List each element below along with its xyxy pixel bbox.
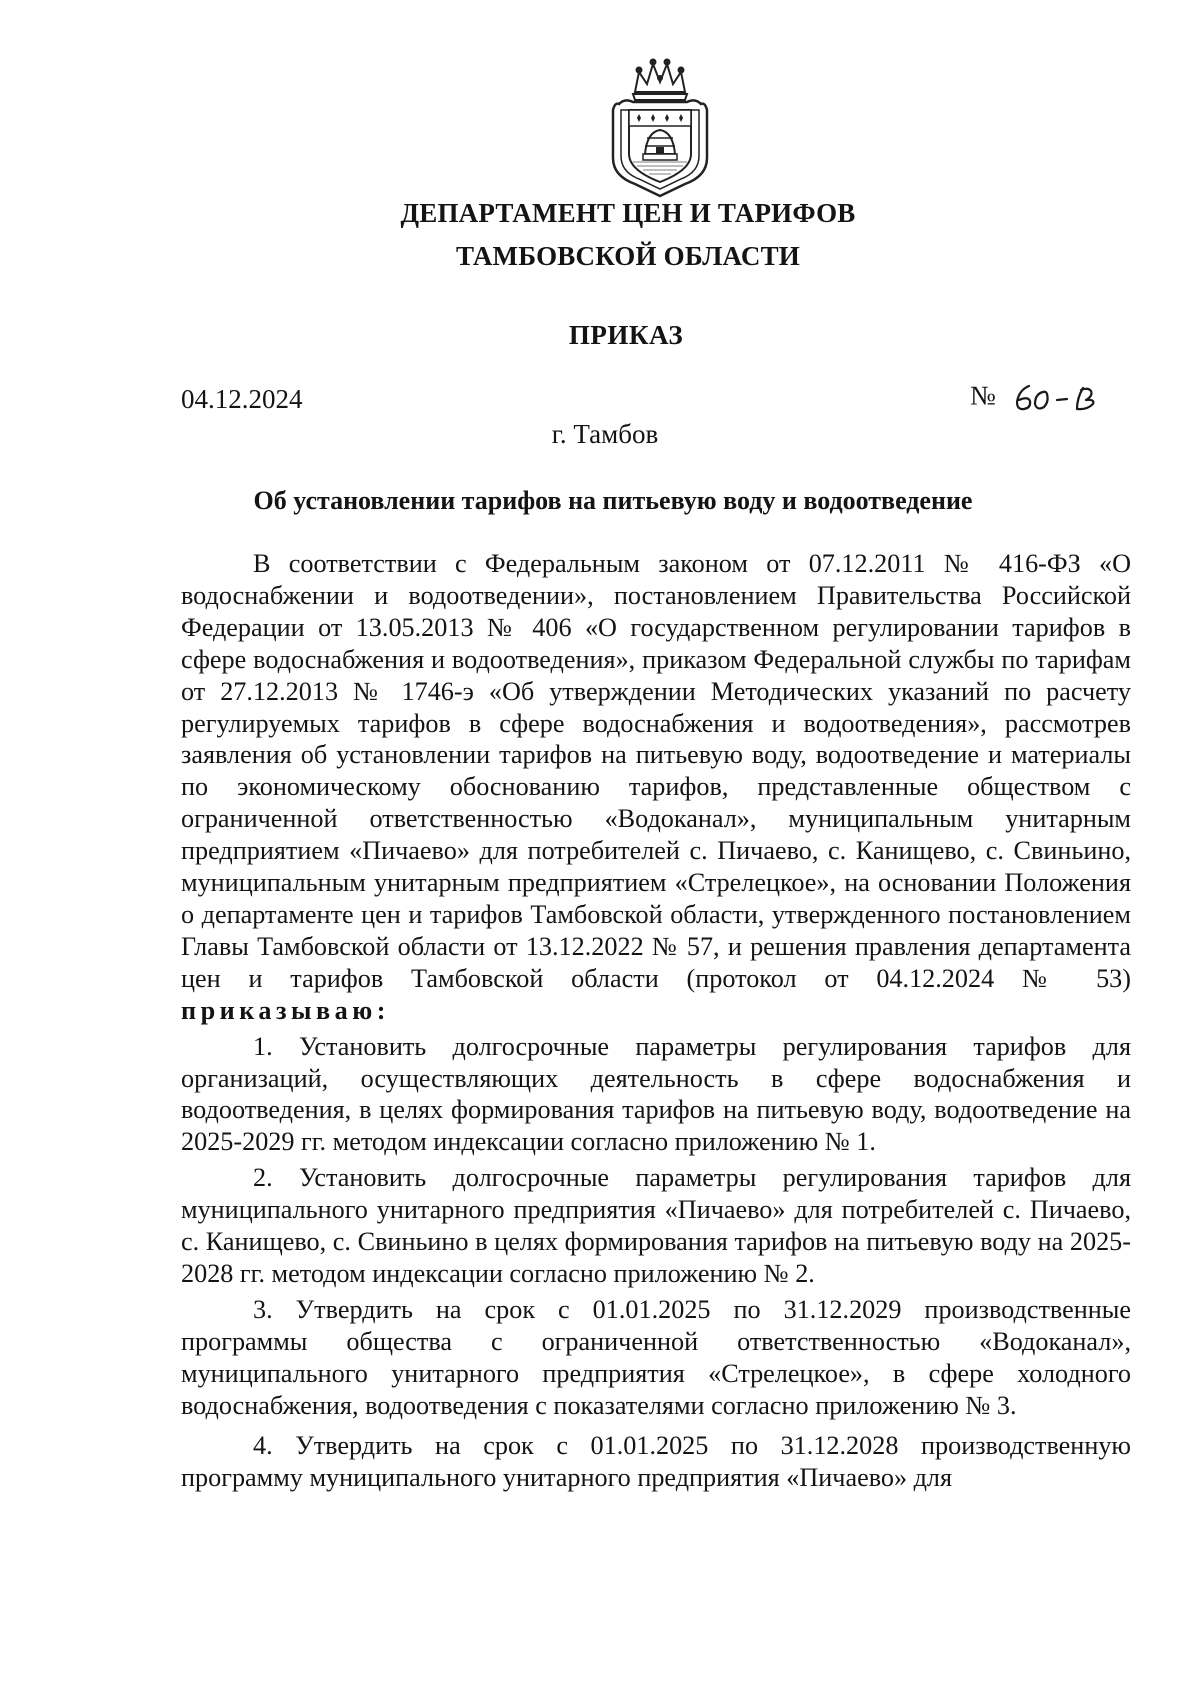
order-word: приказываю: (181, 995, 390, 1025)
order-body (181, 548, 1131, 1494)
coat-of-arms-icon (605, 58, 715, 198)
order-item-1: 1. Установить долгосрочные параметры регулирования тарифов для организаций, осуществляющих деятельность в сфере водоснабжения и водоотведения, в целях формирования тарифов на питьевую воду, водоотведение на 2025-2029 гг. методом индексации согласно приложению № 1. (181, 1031, 1131, 1157)
preamble-text: В соответствии с Федеральным законом от 07.12.2011 № 416-ФЗ «О водоснабжении и водоотведении», постановлением Правительства Российской Федерации от 13.05.2013 № 406 «О государственном регулировании тарифов в сфере водоснабжения и водоотведения», приказом Федеральной службы по тарифам от 27.12.2013 № 1746-э «Об утверждении Методических указаний по расчету регулируемых тарифов в сфере водоснабжения и водоотведения», рассмотрев заявления об установлении тарифов на питьевую воду, водоотведение и материалы по экономическому обоснованию тарифов, представленные обществом с ограниченной ответственностью «Водоканал», муниципальным унитарным предприятием «Пичаево» для потребителей с. Пичаево, с. Канищево, с. Свиньино, муниципальным унитарным предприятием «Стрелецкое», на основании Положения о департаменте цен и тарифов Тамбовской области, утвержденного постановлением Главы Тамбовской области от 13.12.2022 № 57, и решения правления департамента цен и тарифов Тамбовской области (протокол от 04.12.2024 № 53) (181, 549, 1131, 993)
order-number (970, 378, 1111, 414)
number-sign: № (970, 380, 996, 411)
department-name-line1: ДЕПАРТАМЕНТ ЦЕН И ТАРИФОВ (400, 198, 856, 228)
city-name: г. Тамбов (551, 419, 659, 449)
document-type-title: ПРИКАЗ (568, 320, 684, 350)
order-item-4: 4. Утвердить на срок с 01.01.2025 по 31.12.2028 производственную программу муниципального унитарного предприятия «Пичаево» для (181, 1431, 1131, 1493)
order-date: 04.12.2024 (181, 384, 303, 414)
handwritten-order-number (1011, 378, 1111, 414)
department-name-line2: ТАМБОВСКОЙ ОБЛАСТИ (455, 241, 801, 271)
order-subject: Об установлении тарифов на питьевую воду и водоотведение (253, 486, 973, 515)
order-item-2: 2. Установить долгосрочные параметры регулирования тарифов для муниципального унитарного предприятия «Пичаево» для потребителей с. Пичаево, с. Канищево, с. Свиньино в целях формирования тарифов на питьевую воду на 2025-2028 гг. методом индексации согласно приложению № 2. (181, 1163, 1131, 1288)
order-item-3: 3. Утвердить на срок с 01.01.2025 по 31.12.2029 производственные программы общества с ограниченной ответственностью «Водоканал», муниципального унитарного предприятия «Стрелецкое», в сфере холодного водоснабжения, водоотведения с показателями согласно приложению № 3. (181, 1294, 1131, 1420)
preamble-paragraph (181, 548, 1131, 1027)
